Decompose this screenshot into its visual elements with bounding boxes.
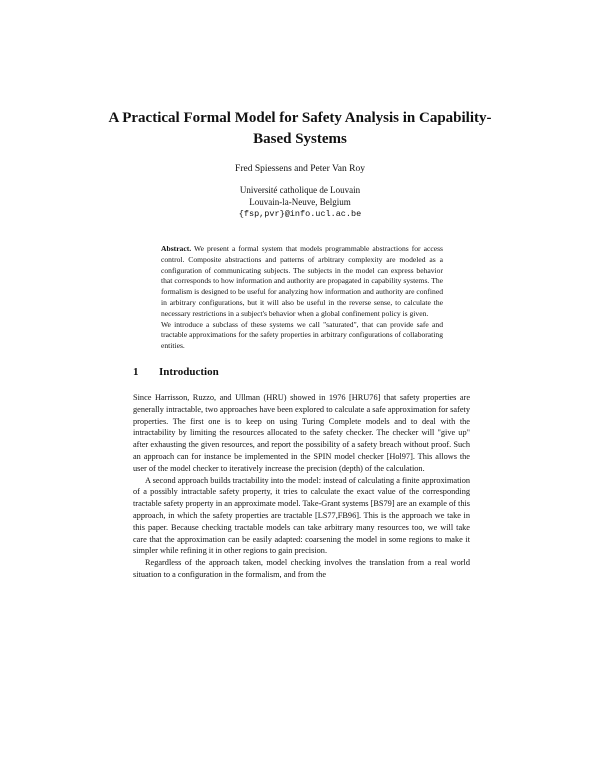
affiliation-institution: Université catholique de Louvain xyxy=(239,185,361,195)
abstract-paragraph-1: We present a formal system that models programmable abstractions for access control. Composite abstractions and patterns of arbitrary complexity are modeled as a configuration of communicating subjects. The subjects in the model can express behavior that corresponds to how information and authority are propagated in capability systems. The formalism is designed to be useful for analyzing how information and authority are confined in arbitrary configurations, but it will also be useful in the reverse sense, to calculate the necessary restrictions in a subject's behavior when a global confinement policy is given. xyxy=(161,244,443,318)
paper-authors: Fred Spiessens and Peter Van Roy xyxy=(235,164,365,174)
abstract-label: Abstract. xyxy=(161,244,192,253)
section-heading xyxy=(133,366,473,378)
abstract xyxy=(161,244,443,352)
body-paragraph-3: Regardless of the approach taken, model checking involves the translation from a real world situation to a configuration in the formalism, and from the xyxy=(133,558,470,579)
affiliation xyxy=(100,184,500,220)
section-number: 1 xyxy=(133,366,139,378)
paper-title: A Practical Formal Model for Safety Analysis in Capability-Based Systems xyxy=(108,110,492,147)
body-paragraph-2: A second approach builds tractability into the model: instead of calculating a finite approximation of a possibly intractable safety property, it tries to calculate the exact value of the corresponding tractable safety property in an approximate model. Take-Grant systems [BS79] are an example of this approach, in which the safety properties are tractable [LS77,FB96]. This is the approach we take in this paper. Because checking tractable models can take arbitrary many resources too, we will take care that the approximation can be easily adapted: coarsening the model in some regions to make it simpler while refining it in other regions to gain precision. xyxy=(133,475,470,556)
body-text xyxy=(133,392,470,581)
section-title: Introduction xyxy=(159,366,219,378)
body-paragraph-1: Since Harrisson, Ruzzo, and Ullman (HRU) showed in 1976 [HRU76] that safety properties are generally intractable, two approaches have been explored to calculate a safe approximation for safety properties. The first one is to keep on using Turing Complete models and to deal with the intractability by limiting the resources allocated to the safety checker. The checker will "give up" after exhausting the given resources, and report the possibility of a safety breach without proof. Such an approach can for instance be implemented in the SPIN model checker [Hol97]. This allows the user of the model checker to iteratively increase the precision (depth) of the calculation. xyxy=(133,393,470,473)
affiliation-email: {fsp,pvr}@info.ucl.ac.be xyxy=(238,209,362,219)
abstract-paragraph-2: We introduce a subclass of these systems we call "saturated", that can provide safe and tractable approximations for the safety properties in arbitrary configurations of collaborating entities. xyxy=(161,319,443,351)
affiliation-city: Louvain-la-Neuve, Belgium xyxy=(249,197,351,207)
